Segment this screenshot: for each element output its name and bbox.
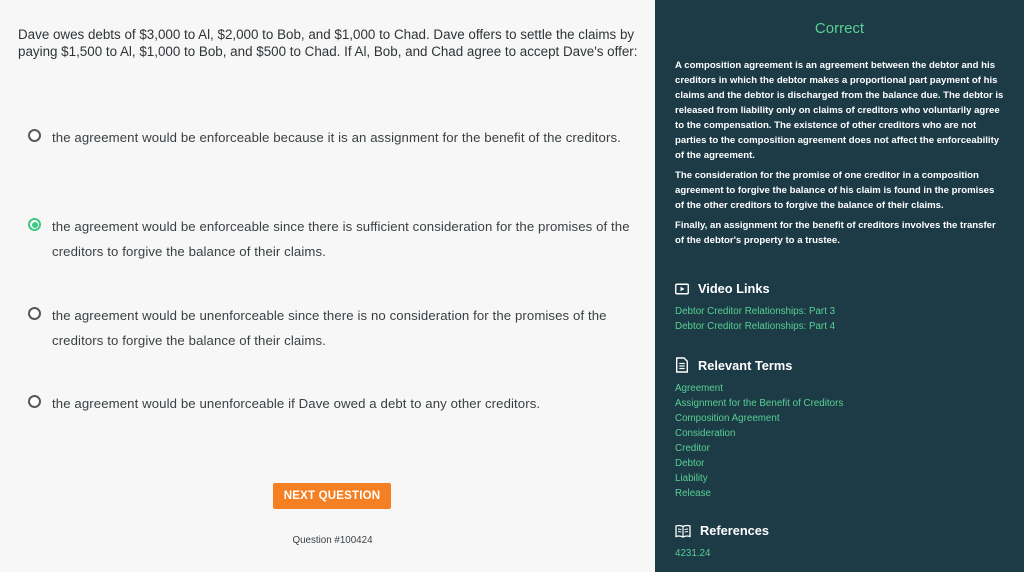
term-link[interactable]: Agreement [675,383,723,394]
answer-option-text: the agreement would be unenforceable since there is no consideration for the promises of the creditors to forgive the balance of their claims. [52,308,607,348]
video-link[interactable]: Debtor Creditor Relationships: Part 3 [675,306,836,317]
result-status: Correct [814,20,865,37]
references-heading [675,523,769,538]
video-links-list [675,304,835,334]
video-links-title: Video Links [698,281,770,296]
term-link[interactable]: Debtor [675,458,705,469]
video-links-heading [675,281,770,296]
question-number: Question #100424 [292,535,373,546]
term-link[interactable]: Liability [675,473,708,484]
next-question-button[interactable]: NEXT QUESTION [273,483,391,509]
explanation-paragraph: Finally, an assignment for the benefit of creditors involves the transfer of the debtor's property to a trustee. [675,220,996,246]
radio-button-selected[interactable] [28,218,41,231]
answer-option-text: the agreement would be unenforceable if Dave owed a debt to any other creditors. [52,396,541,411]
answer-option-text: the agreement would be enforceable because it is an assignment for the benefit of the creditors. [52,130,621,145]
answer-option-text: the agreement would be enforceable since there is sufficient consideration for the promises of the creditors to forgive the balance of their claims. [52,219,630,259]
answer-option-3[interactable] [28,304,640,353]
term-link[interactable]: Assignment for the Benefit of Creditors [675,398,844,409]
radio-button[interactable] [28,129,41,142]
question-text: Dave owes debts of $3,000 to Al, $2,000 to Bob, and $1,000 to Chad. Dave offers to settle the claims by paying $1,500 to Al, $1,000 to Bob, and $500 to Chad. If Al, Bob, and Chad agree to accept Dave's offer: [18,27,638,59]
radio-button[interactable] [28,307,41,320]
references-title: References [700,523,770,538]
relevant-terms-list [675,381,843,501]
term-link[interactable]: Release [675,488,711,499]
references-list [675,546,710,561]
feedback-panel [655,0,1024,572]
term-link[interactable]: Composition Agreement [675,413,780,424]
video-icon [675,283,689,295]
video-link[interactable]: Debtor Creditor Relationships: Part 4 [675,321,836,332]
term-link[interactable]: Consideration [675,428,736,439]
relevant-terms-heading [675,357,792,373]
book-icon [675,524,691,538]
answer-option-2[interactable] [28,215,640,264]
explanation-paragraph: The consideration for the promise of one creditor in a composition agreement to forgive the balance of his claim is found in the promises of the other creditors to forgive the balance of their claims. [675,170,995,211]
term-link[interactable]: Creditor [675,443,710,454]
relevant-terms-title: Relevant Terms [698,357,793,373]
answer-option-4[interactable] [28,392,640,417]
explanation-paragraph: A composition agreement is an agreement between the debtor and his creditors in which the debtor makes a proportional part payment of his claims and the debtor is discharged from the balance due. The debtor is released from liability only on claims of creditors who voluntarily agree to the compensation. The existence of other creditors who are not parties to the composition agreement does not affect the enforceability of the agreement. [675,60,1004,161]
document-icon [675,357,689,373]
answer-option-1[interactable] [28,126,640,151]
reference-link[interactable]: 4231.24 [675,548,711,559]
explanation [675,58,1005,253]
radio-button[interactable] [28,395,41,408]
